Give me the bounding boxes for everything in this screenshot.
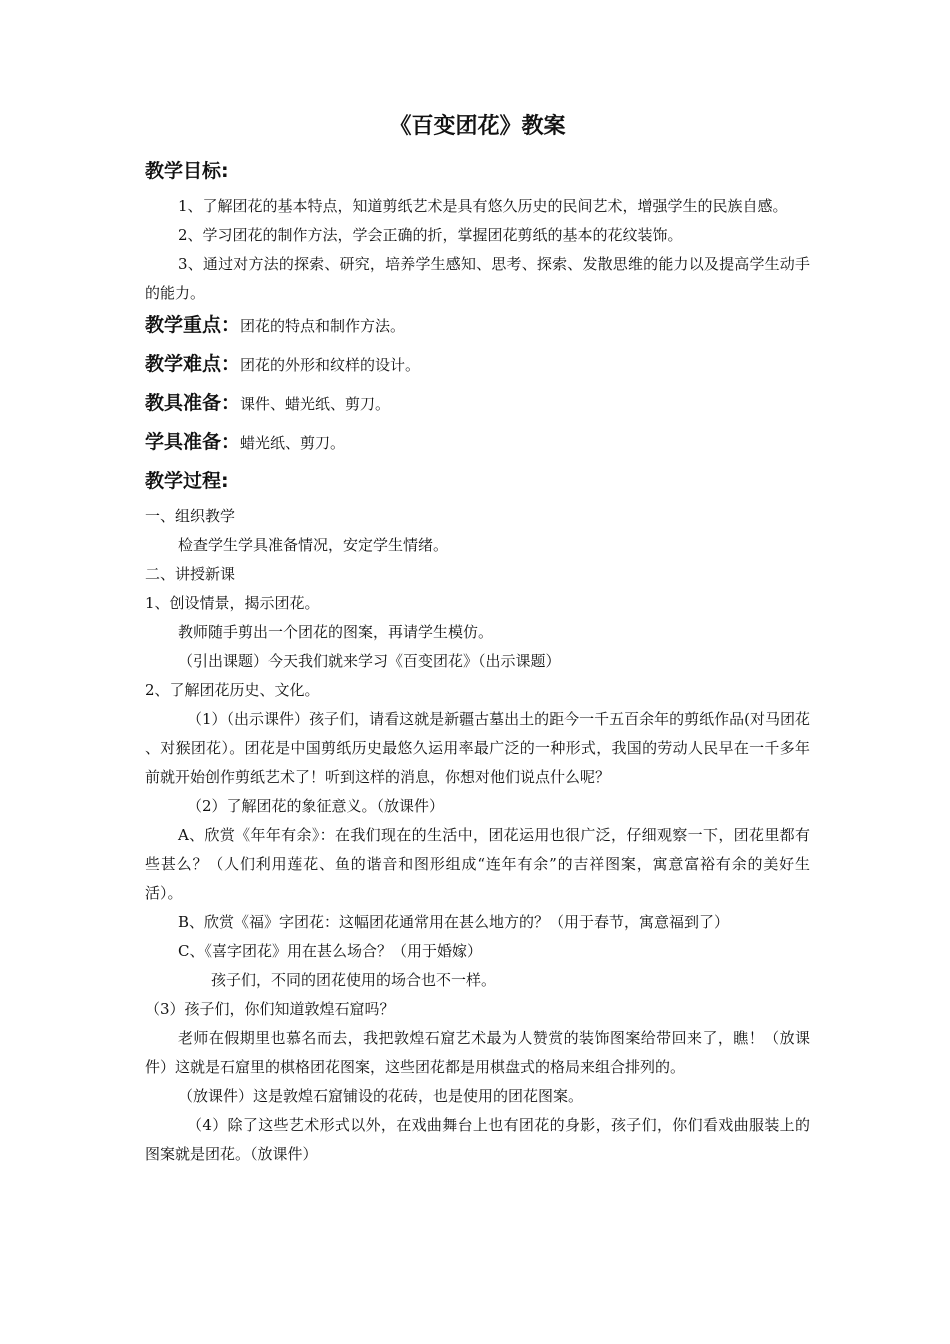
paragraph: （放课件）这是敦煌石窟铺设的花砖，也是使用的团花图案。 [178,1087,584,1105]
teacher-tools-label: 教具准备： [145,392,241,414]
paragraph: （4）除了这些艺术形式以外，在戏曲舞台上也有团花的身影，孩子们，你们看戏曲服装上的图案就是团花。（放课件） [145,1116,810,1163]
document-title: 《百变团花》教案 [389,114,566,139]
objectives-heading: 教学目标: [145,160,229,182]
section-heading: 二、讲授新课 [145,565,236,583]
key-point-text: 团花的特点和制作方法。 [240,317,406,335]
student-tools-text: 蜡光纸、剪刀。 [240,434,346,452]
section-heading: 一、组织教学 [145,507,236,525]
process-heading: 教学过程: [145,470,229,492]
paragraph: 检查学生学具准备情况，安定学生情绪。 [178,536,449,554]
paragraph: （引出课题）今天我们就来学习《百变团花》（出示课题） [178,652,561,670]
document-page [145,110,810,1169]
objective-item: 2、学习团花的制作方法，学会正确的折，掌握团花剪纸的基本的花纹装饰。 [178,226,683,244]
objective-item: 1、了解团花的基本特点，知道剪纸艺术是具有悠久历史的民间艺术，增强学生的民族自感。 [178,197,788,215]
paragraph: A、欣赏《年年有余》：在我们现在的生活中，团花运用也很广泛，仔细观察一下，团花里都有些甚么？（人们利用莲花、鱼的谐音和图形组成“连年有余”的吉祥图案，寓意富裕有余的美好生活）。 [145,826,810,902]
paragraph: B、欣赏《福》字团花：这幅团花通常用在甚么地方的？（用于春节，寓意福到了） [178,913,730,931]
paragraph: （2）了解团花的象征意义。（放课件） [187,797,445,815]
difficulty-text: 团花的外形和纹样的设计。 [240,356,421,374]
paragraph: C、《喜字团花》用在甚么场合？（用于婚嫁） [178,942,482,960]
difficulty-label: 教学难点： [145,353,241,375]
subsection-heading: 2、了解团花历史、文化。 [145,681,320,699]
paragraph: 孩子们，不同的团花使用的场合也不一样。 [211,971,497,989]
paragraph: 教师随手剪出一个团花的图案，再请学生模仿。 [178,623,494,641]
student-tools-row [145,427,810,458]
objective-item: 3、通过对方法的探索、研究，培养学生感知、思考、探索、发散思维的能力以及提高学生动手的能力。 [145,255,810,302]
paragraph: 老师在假期里也慕名而去，我把敦煌石窟艺术最为人赞赏的装饰图案给带回来了，瞧！（放课件）这就是石窟里的棋格团花图案，这些团花都是用棋盘式的格局来组合排列的。 [145,1029,810,1076]
paragraph: （1）（出示课件）孩子们，请看这就是新疆古墓出土的距今一千五百余年的剪纸作品(对马团花 、对猴团花）。团花是中国剪纸历史最悠久运用率最广泛的一种形式，我国的劳动人民早在一千多年前就开始创作剪纸艺术了！听到这样的消息，你想对他们说点什么呢？ [145,710,810,786]
difficulty-row [145,349,810,380]
key-point-row [145,310,810,341]
student-tools-label: 学具准备： [145,431,241,453]
teacher-tools-row [145,388,810,419]
subsection-heading: 1、创设情景，揭示团花。 [145,594,320,612]
paragraph: （3）孩子们，你们知道敦煌石窟吗？ [145,1000,395,1018]
teacher-tools-text: 课件、蜡光纸、剪刀。 [240,395,391,413]
key-point-label: 教学重点： [145,314,241,336]
